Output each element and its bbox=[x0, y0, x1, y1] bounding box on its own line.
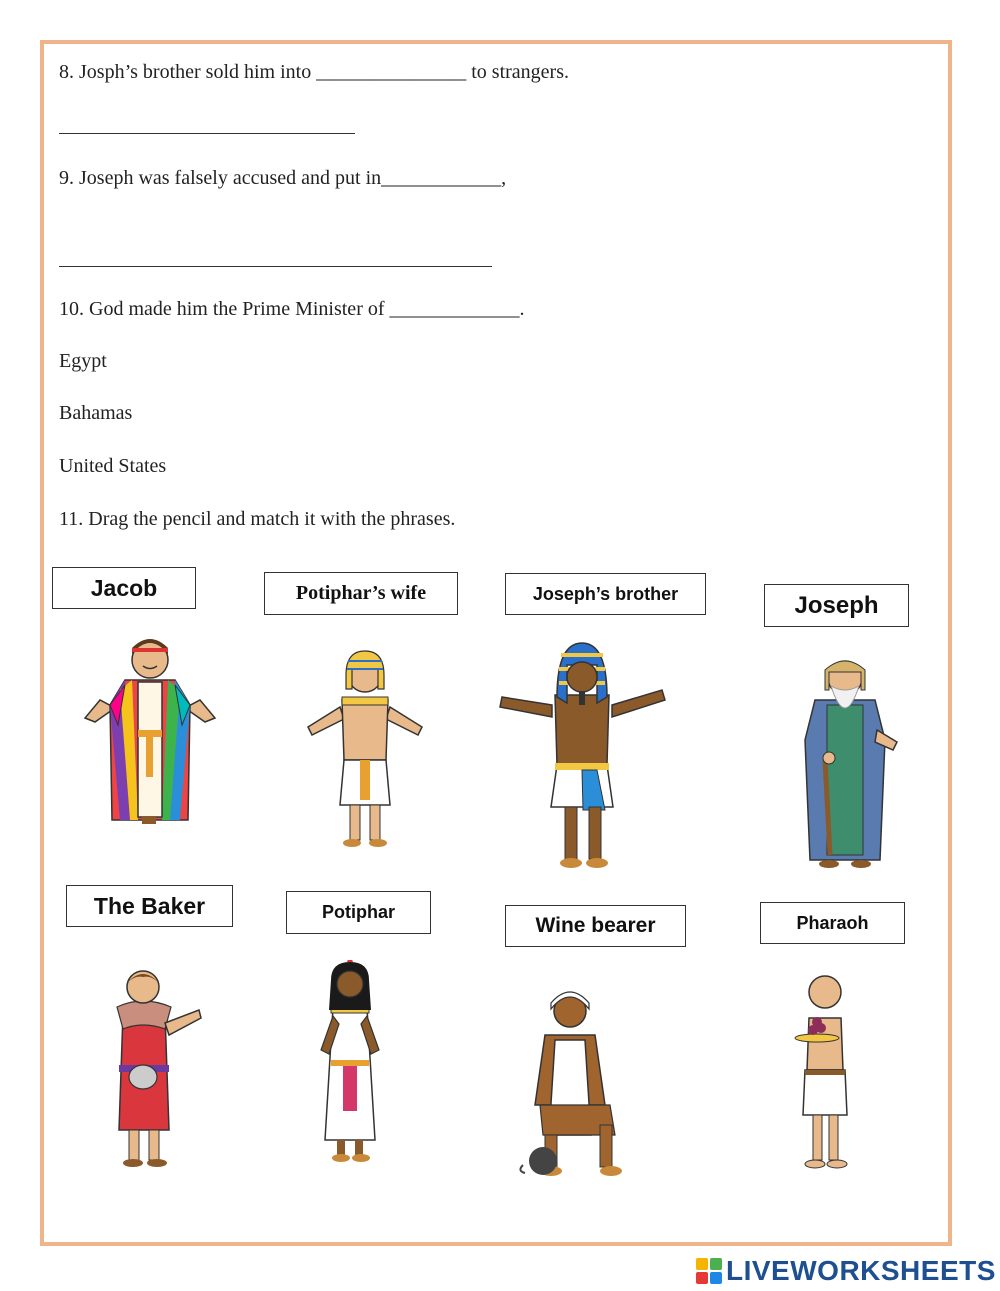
character-pharaoh-figure-illustration bbox=[497, 635, 667, 875]
label-pharaoh[interactable]: Pharaoh bbox=[760, 902, 905, 944]
character-servant-with-grapes-illustration bbox=[785, 970, 865, 1180]
liveworksheets-logo-text: LIVEWORKSHEETS bbox=[726, 1255, 996, 1286]
answer-line-8[interactable] bbox=[59, 133, 355, 134]
liveworksheets-logo-icon bbox=[696, 1258, 722, 1284]
label-potiphars-wife[interactable]: Potiphar’s wife bbox=[264, 572, 458, 615]
question-8: 8. Josph’s brother sold him into _______________ to strangers. bbox=[59, 61, 569, 83]
character-prisoner-with-ball-and-chain-illustration bbox=[515, 985, 640, 1190]
character-egyptian-woman-illustration bbox=[305, 960, 395, 1170]
label-the-baker[interactable]: The Baker bbox=[66, 885, 233, 927]
character-man-with-sack-illustration bbox=[95, 965, 210, 1175]
answer-line-9[interactable] bbox=[59, 266, 492, 267]
label-potiphar[interactable]: Potiphar bbox=[286, 891, 431, 934]
liveworksheets-logo bbox=[696, 1254, 996, 1288]
question-9: 9. Joseph was falsely accused and put in____________, bbox=[59, 167, 507, 189]
character-joseph-colorful-coat-illustration bbox=[80, 630, 220, 830]
question-11: 11. Drag the pencil and match it with the phrases. bbox=[59, 508, 456, 530]
label-jacob[interactable]: Jacob bbox=[52, 567, 196, 609]
option-bahamas[interactable]: Bahamas bbox=[59, 402, 133, 424]
option-united-states[interactable]: United States bbox=[59, 455, 167, 477]
option-egypt[interactable]: Egypt bbox=[59, 350, 107, 372]
character-old-bearded-man-illustration bbox=[785, 650, 905, 875]
character-egyptian-boy-illustration bbox=[300, 645, 430, 855]
question-10: 10. God made him the Prime Minister of _____________. bbox=[59, 298, 525, 320]
label-wine-bearer[interactable]: Wine bearer bbox=[505, 905, 686, 947]
label-josephs-brother[interactable]: Joseph’s brother bbox=[505, 573, 706, 615]
label-joseph[interactable]: Joseph bbox=[764, 584, 909, 627]
